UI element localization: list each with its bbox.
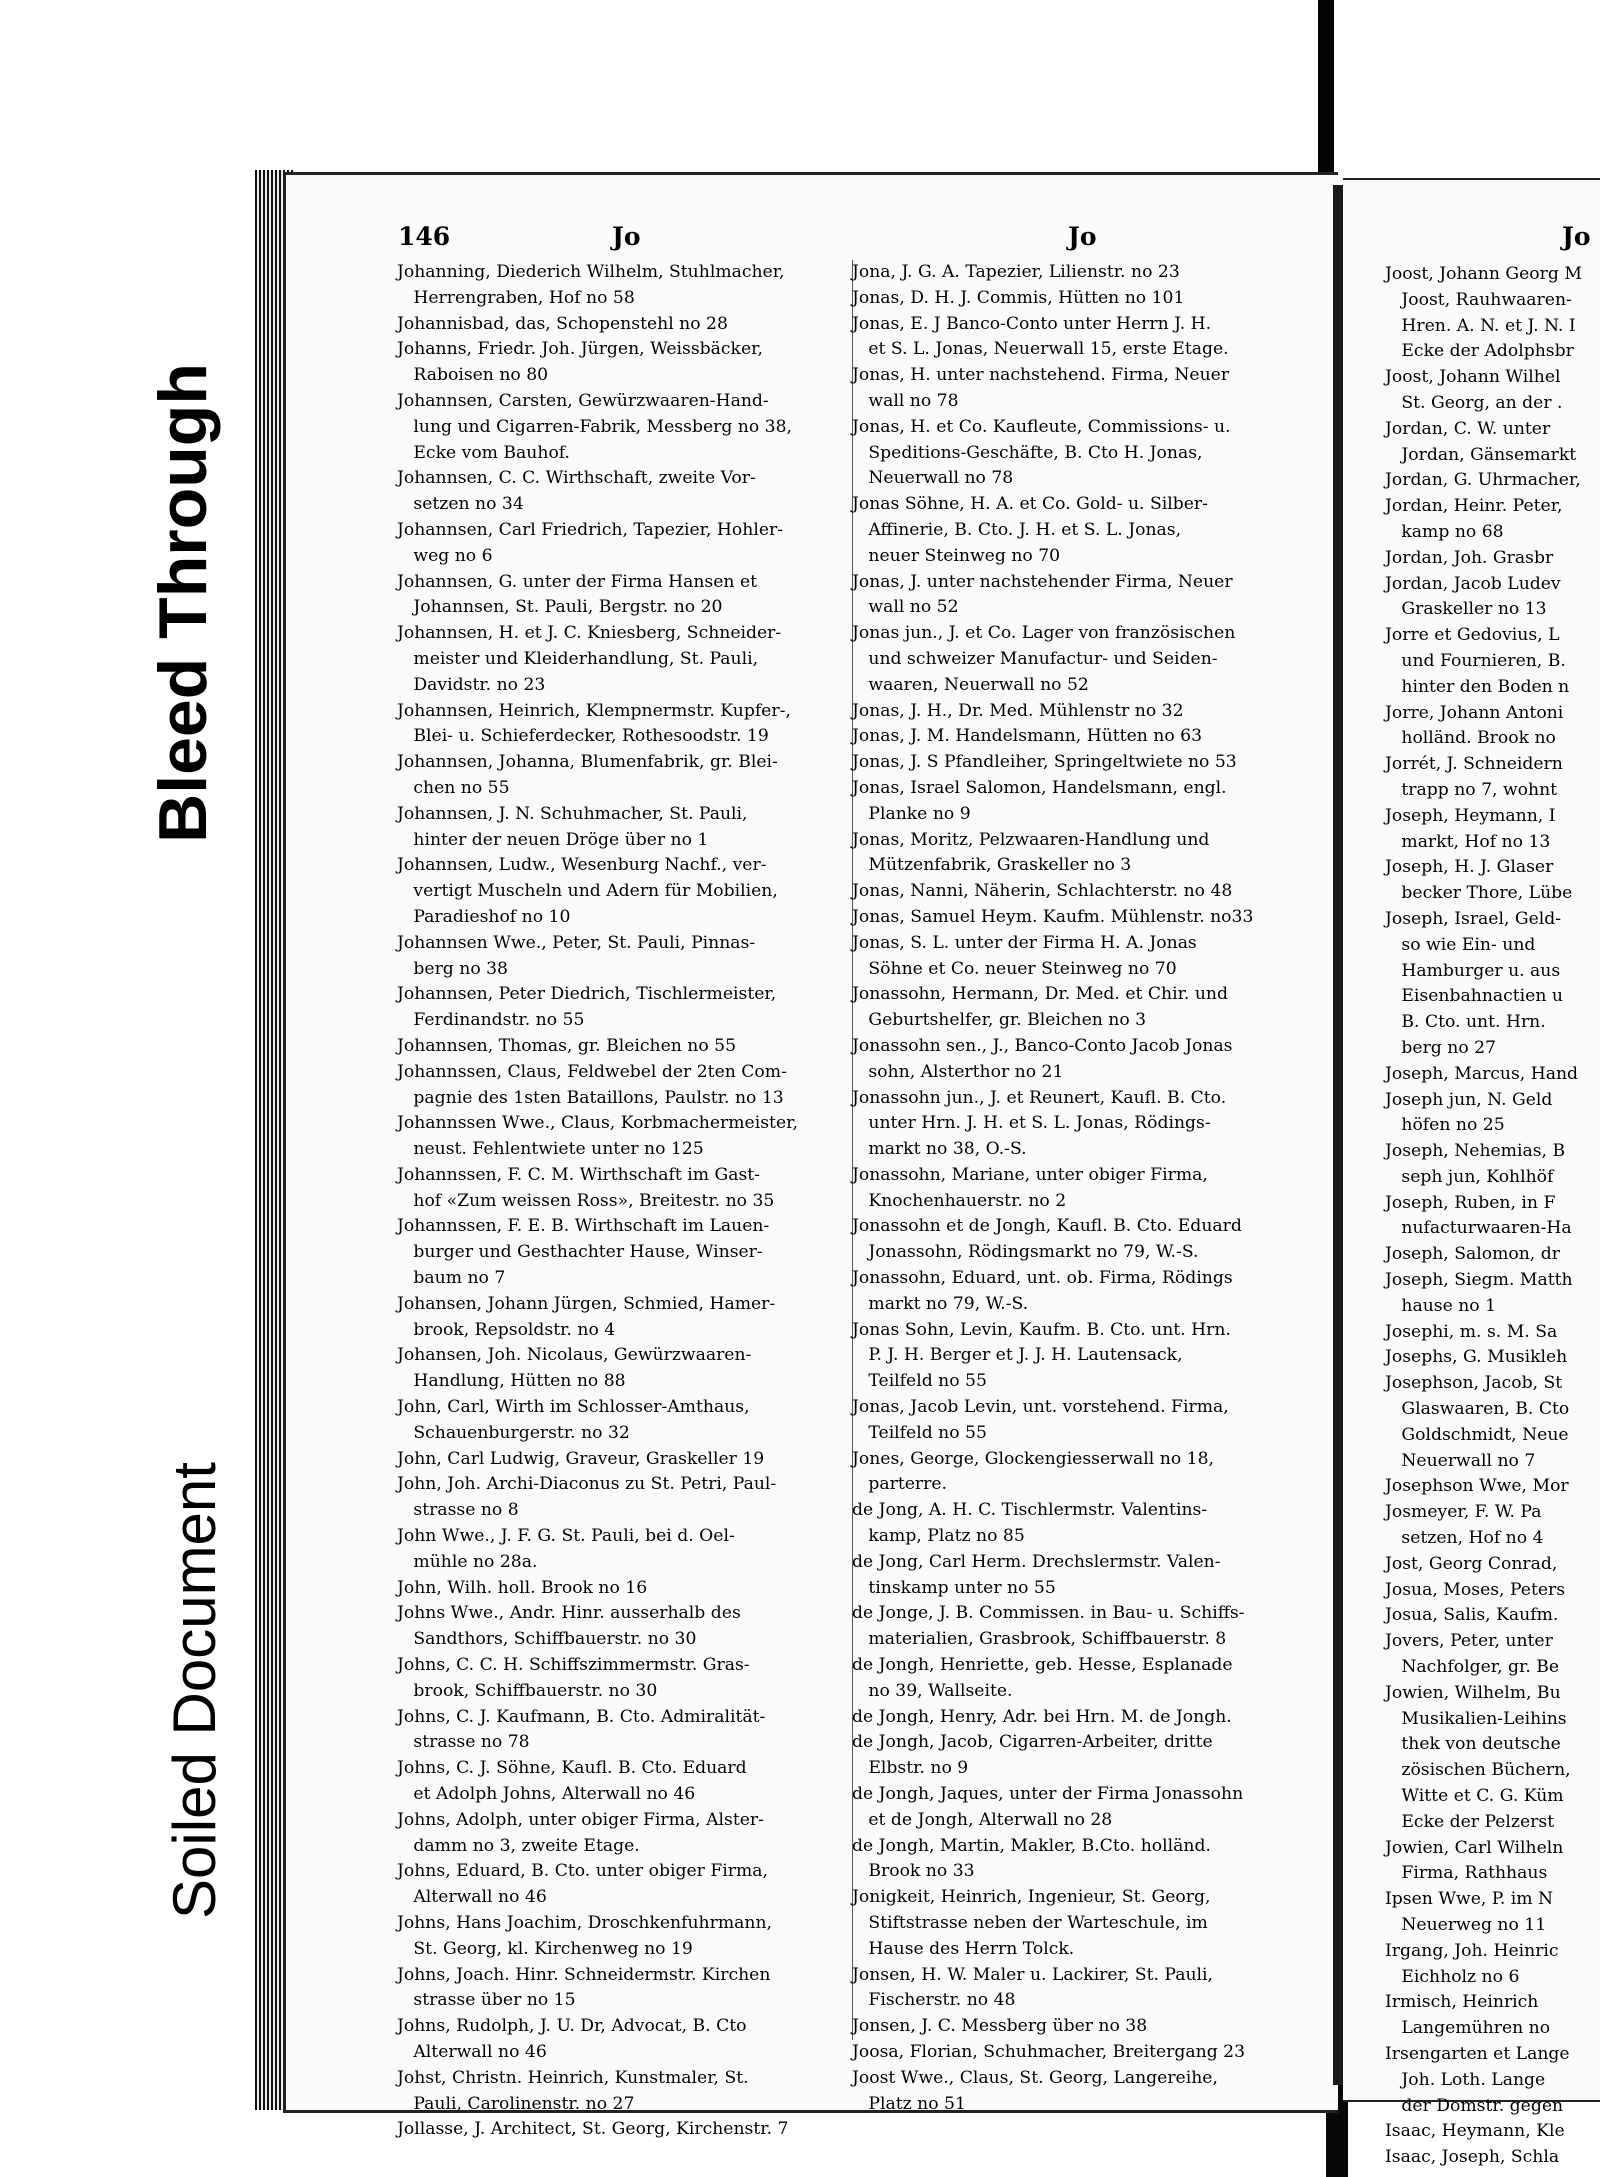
soiled-document-stamp: Soiled Document: [150, 1380, 238, 2000]
directory-line: Isaac, Joseph, Schla: [1385, 2147, 1560, 2168]
directory-line: Joseph, Marcus, Hand: [1385, 1063, 1579, 1084]
directory-line: neust. Fehlentwiete unter no 125: [397, 1139, 704, 1160]
directory-line: no 39, Wallseite.: [852, 1680, 1013, 1701]
directory-line: Johansen, Johann Jürgen, Schmied, Hamer-: [397, 1293, 776, 1314]
directory-line: Raboisen no 80: [397, 365, 549, 386]
directory-line: hause no 1: [1385, 1295, 1497, 1316]
directory-line: höfen no 25: [1385, 1115, 1505, 1136]
directory-line: Johannssen, F. E. B. Wirthschaft im Lauen-: [397, 1216, 770, 1237]
directory-line: Hause des Herrn Tolck.: [852, 1938, 1075, 1959]
directory-line: chen no 55: [397, 777, 510, 798]
directory-line: Jonas, E. J Banco-Conto unter Herrn J. H.: [852, 313, 1212, 334]
directory-line: Jonas, S. L. unter der Firma H. A. Jonas: [852, 932, 1197, 953]
directory-line: der Domstr. gegen: [1385, 2095, 1564, 2116]
directory-line: Johannsen, St. Pauli, Bergstr. no 20: [397, 597, 723, 618]
directory-line: Jona, J. G. A. Tapezier, Lilienstr. no 23: [852, 262, 1180, 282]
directory-line: de Jong, Carl Herm. Drechslermstr. Valen-: [852, 1551, 1221, 1572]
directory-line: Jonas, Moritz, Pelzwaaren-Handlung und: [852, 829, 1210, 850]
directory-line: so wie Ein- und: [1385, 934, 1536, 955]
directory-line: John, Carl Ludwig, Graveur, Graskeller 19: [397, 1448, 765, 1469]
directory-line: vertigt Muscheln und Adern für Mobilien,: [397, 881, 778, 902]
directory-line: et Adolph Johns, Alterwall no 46: [397, 1784, 696, 1805]
directory-line: Johns, C. J. Kaufmann, B. Cto. Admiralität-: [397, 1706, 766, 1727]
directory-line: setzen, Hof no 4: [1385, 1528, 1544, 1549]
running-head-left: Jo: [612, 222, 641, 251]
directory-line: John, Carl, Wirth im Schlosser-Amthaus,: [397, 1397, 750, 1418]
directory-line: Jonassohn jun., J. et Reunert, Kaufl. B. Cto.: [852, 1087, 1227, 1108]
directory-line: Johns, Rudolph, J. U. Dr, Advocat, B. Cto: [397, 2016, 747, 2037]
directory-line: Johannssen, Claus, Feldwebel der 2ten Com-: [397, 1061, 787, 1082]
directory-line: Irgang, Joh. Heinric: [1385, 1940, 1559, 1961]
directory-line: Johansen, Joh. Nicolaus, Gewürzwaaren-: [397, 1345, 752, 1366]
directory-line: damm no 3, zweite Etage.: [397, 1835, 640, 1856]
directory-line: John Wwe., J. F. G. St. Pauli, bei d. Oel-: [397, 1526, 735, 1547]
running-head-mid: Jo: [1068, 222, 1097, 251]
directory-line: Handlung, Hütten no 88: [397, 1371, 626, 1392]
directory-line: Jones, George, Glockengiesserwall no 18,: [852, 1448, 1214, 1469]
directory-line: St. Georg, kl. Kirchenweg no 19: [397, 1938, 693, 1959]
directory-line: B. Cto. unt. Hrn.: [1385, 1012, 1546, 1033]
left-column-entries: [397, 260, 798, 2143]
directory-line: Joseph, Siegm. Matth: [1385, 1270, 1573, 1291]
directory-line: trapp no 7, wohnt: [1385, 779, 1558, 800]
directory-line: de Jongh, Henry, Adr. bei Hrn. M. de Jongh.: [852, 1706, 1232, 1727]
directory-line: Eichholz no 6: [1385, 1966, 1520, 1987]
directory-line: Herrengraben, Hof no 58: [397, 287, 635, 308]
directory-line: John, Joh. Archi-Diaconus zu St. Petri, Paul-: [397, 1474, 777, 1495]
directory-line: becker Thore, Lübe: [1385, 883, 1573, 904]
directory-line: Ecke der Adolphsbr: [1385, 341, 1574, 362]
directory-line: Witte et C. G. Küm: [1385, 1786, 1564, 1807]
directory-line: Joost Wwe., Claus, St. Georg, Langereihe,: [852, 2067, 1218, 2088]
directory-line: de Jongh, Martin, Makler, B.Cto. holländ.: [852, 1835, 1211, 1856]
directory-line: Neuerwall no 7: [1385, 1450, 1536, 1471]
directory-line: kamp, Platz no 85: [852, 1526, 1025, 1547]
directory-line: Jost, Georg Conrad,: [1385, 1553, 1558, 1574]
directory-line: Johannsen, G. unter der Firma Hansen et: [397, 571, 758, 592]
directory-line: strasse no 8: [397, 1500, 519, 1521]
running-head-right: Jo: [1562, 222, 1591, 251]
directory-line: Jonas, J. S Pfandleiher, Springeltwiete no 53: [852, 752, 1237, 773]
page-number: 146: [398, 222, 451, 251]
directory-line: berg no 38: [397, 958, 508, 979]
directory-line: Josmeyer, F. W. Pa: [1385, 1502, 1542, 1523]
directory-line: hof «Zum weissen Ross», Breitestr. no 35: [397, 1190, 775, 1211]
directory-line: Joseph, Nehemias, B: [1385, 1141, 1566, 1162]
directory-line: de Jongh, Jacob, Cigarren-Arbeiter, dritte: [852, 1732, 1213, 1753]
right-column-entries: [852, 260, 1253, 2117]
directory-line: Ecke der Pelzerst: [1385, 1811, 1555, 1832]
directory-line: Johns, Adolph, unter obiger Firma, Alster-: [397, 1809, 764, 1830]
directory-line: neuer Steinweg no 70: [852, 545, 1061, 566]
directory-line: thek von deutsche: [1385, 1734, 1561, 1755]
directory-line: Jonassohn, Mariane, unter obiger Firma,: [852, 1164, 1208, 1185]
directory-line: Isaac, Heymann, Kle: [1385, 2121, 1565, 2142]
directory-line: Neuerwall no 78: [852, 468, 1014, 489]
directory-line: pagnie des 1sten Bataillons, Paulstr. no 13: [397, 1087, 784, 1108]
directory-line: Johns, C. C. H. Schiffszimmermstr. Gras-: [397, 1655, 750, 1676]
directory-line: Neuerweg no 11: [1385, 1915, 1547, 1935]
directory-line: Jonassohn, Eduard, unt. ob. Firma, Rödings: [852, 1268, 1233, 1289]
directory-line: Johannisbad, das, Schopenstehl no 28: [397, 313, 728, 334]
book-spine: [1333, 185, 1343, 2085]
directory-line: Jorre et Gedovius, L: [1385, 625, 1560, 646]
directory-line: Irsengarten et Lange: [1385, 2043, 1570, 2064]
directory-line: P. J. H. Berger et J. J. H. Lautensack,: [852, 1345, 1183, 1366]
directory-line: mühle no 28a.: [397, 1551, 538, 1572]
directory-line: de Jong, A. H. C. Tischlermstr. Valentins-: [852, 1500, 1208, 1521]
directory-line: Johns, Hans Joachim, Droschkenfuhrmann,: [397, 1913, 772, 1933]
directory-line: Platz no 51: [852, 2093, 966, 2114]
directory-line: sohn, Alsterthor no 21: [852, 1061, 1064, 1082]
directory-line: zösischen Büchern,: [1385, 1760, 1571, 1781]
directory-line: Johns, Eduard, B. Cto. unter obiger Firma,: [397, 1861, 768, 1882]
directory-line: Langemühren no: [1385, 2018, 1551, 2039]
directory-line: Eisenbahnactien u: [1385, 986, 1563, 1007]
directory-line: Jonassohn, Hermann, Dr. Med. et Chir. und: [852, 984, 1228, 1005]
directory-line: baum no 7: [397, 1268, 506, 1289]
directory-line: Fischerstr. no 48: [852, 1990, 1016, 2011]
directory-line: Johannsen Wwe., Peter, St. Pauli, Pinnas-: [397, 932, 756, 953]
directory-line: Blei- u. Schieferdecker, Rothesoodstr. 19: [397, 726, 769, 747]
directory-line: holländ. Brook no: [1385, 728, 1556, 749]
bleed-through-stamp: Bleed Through: [118, 303, 248, 903]
directory-line: Johannsen, H. et J. C. Kniesberg, Schneider-: [397, 623, 782, 644]
directory-line: Johannsen, J. N. Schuhmacher, St. Pauli,: [397, 803, 748, 824]
directory-line: Jonsen, J. C. Messberg über no 38: [852, 2016, 1148, 2037]
directory-line: Josephi, m. s. M. Sa: [1385, 1321, 1558, 1342]
directory-line: setzen no 34: [397, 494, 524, 515]
directory-line: Johannsen, Peter Diedrich, Tischlermeister,: [397, 984, 777, 1005]
directory-line: Geburtshelfer, gr. Bleichen no 3: [852, 1010, 1147, 1031]
directory-line: Firma, Rathhaus: [1385, 1863, 1548, 1884]
directory-line: burger und Gesthachter Hause, Winser-: [397, 1242, 763, 1263]
directory-line: Jonsen, H. W. Maler u. Lackirer, St. Pauli,: [852, 1964, 1214, 1985]
directory-line: Alterwall no 46: [397, 2041, 547, 2062]
directory-line: Josephs, G. Musikleh: [1385, 1347, 1568, 1368]
directory-line: Joseph, Heymann, I: [1385, 805, 1556, 826]
directory-line: Mützenfabrik, Graskeller no 3: [852, 855, 1132, 876]
directory-line: Irmisch, Heinrich: [1385, 1992, 1539, 2013]
directory-line: Joseph, Salomon, dr: [1385, 1244, 1560, 1265]
directory-line: Planke no 9: [852, 803, 971, 824]
directory-line: Josephson, Jacob, St: [1385, 1373, 1563, 1394]
directory-line: materialien, Grasbrook, Schiffbauerstr. 8: [852, 1629, 1227, 1650]
directory-line: Jonas, J. unter nachstehender Firma, Neuer: [852, 571, 1233, 592]
directory-line: berg no 27: [1385, 1037, 1496, 1058]
directory-line: Jonas jun., J. et Co. Lager von französischen: [852, 623, 1236, 644]
directory-line: Davidstr. no 23: [397, 674, 546, 695]
directory-line: Johannsen, Heinrich, Klempnermstr. Kupfer-,: [397, 700, 791, 721]
directory-line: Jorre, Johann Antoni: [1385, 702, 1564, 723]
directory-line: lung und Cigarren-Fabrik, Messberg no 38,: [397, 416, 793, 437]
directory-line: Jonas, Israel Salomon, Handelsmann, engl.: [852, 777, 1227, 798]
directory-line: Jonas, Samuel Heym. Kaufm. Mühlenstr. no33: [852, 906, 1254, 927]
directory-line: Jordan, Heinr. Peter,: [1385, 496, 1563, 517]
directory-line: hinter der neuen Dröge über no 1: [397, 829, 709, 850]
directory-line: Jonas, H. et Co. Kaufleute, Commissions- u.: [852, 416, 1231, 437]
directory-line: Johns, C. J. Söhne, Kaufl. B. Cto. Eduard: [397, 1758, 747, 1779]
directory-line: Pauli, Carolinenstr. no 27: [397, 2093, 635, 2114]
directory-line: Sandthors, Schiffbauerstr. no 30: [397, 1629, 697, 1650]
directory-line: Joost, Johann Georg M: [1385, 264, 1582, 284]
directory-line: unter Hrn. J. H. et S. L. Jonas, Rödings-: [852, 1113, 1211, 1134]
directory-line: Joost, Johann Wilhel: [1385, 367, 1561, 388]
directory-line: Speditions-Geschäfte, B. Cto H. Jonas,: [852, 442, 1203, 463]
directory-line: Joh. Loth. Lange: [1385, 2069, 1546, 2090]
directory-line: Johannssen, F. C. M. Wirthschaft im Gast-: [397, 1164, 760, 1185]
directory-line: Jordan, Jacob Ludev: [1385, 573, 1561, 594]
directory-line: Jonas Sohn, Levin, Kaufm. B. Cto. unt. Hrn.: [852, 1319, 1231, 1340]
directory-line: Jowien, Wilhelm, Bu: [1385, 1682, 1561, 1703]
directory-line: Goldschmidt, Neue: [1385, 1424, 1569, 1445]
directory-line: Ipsen Wwe, P. im N: [1385, 1889, 1554, 1910]
directory-line: Johst, Christn. Heinrich, Kunstmaler, St.: [397, 2067, 749, 2088]
directory-line: Glaswaaren, B. Cto: [1385, 1399, 1570, 1420]
directory-line: Ferdinandstr. no 55: [397, 1010, 585, 1031]
directory-line: Johns, Joach. Hinr. Schneidermstr. Kirchen: [397, 1964, 771, 1985]
directory-line: Jordan, Joh. Grasbr: [1385, 547, 1554, 568]
binding-strip-top: [1318, 0, 1334, 196]
directory-line: et de Jongh, Alterwall no 28: [852, 1809, 1113, 1830]
directory-line: Jowien, Carl Wilheln: [1385, 1837, 1564, 1858]
directory-line: Joseph, Israel, Geld-: [1385, 908, 1562, 929]
directory-line: Stiftstrasse neben der Warteschule, im: [852, 1913, 1208, 1933]
directory-line: brook, Repsoldstr. no 4: [397, 1319, 616, 1340]
directory-line: Jonas, J. M. Handelsmann, Hütten no 63: [852, 726, 1203, 747]
directory-line: Jonas, D. H. J. Commis, Hütten no 101: [852, 287, 1185, 308]
directory-line: Musikalien-Leihins: [1385, 1708, 1567, 1729]
directory-line: Schauenburgerstr. no 32: [397, 1422, 630, 1443]
directory-line: Johanns, Friedr. Joh. Jürgen, Weissbäcker,: [397, 339, 763, 360]
directory-line: Jordan, C. W. unter: [1385, 418, 1551, 439]
directory-line: brook, Schiffbauerstr. no 30: [397, 1680, 658, 1701]
directory-line: Jordan, G. Uhrmacher,: [1385, 470, 1581, 491]
directory-line: Jordan, Gänsemarkt: [1385, 444, 1577, 465]
directory-line: meister und Kleiderhandlung, St. Pauli,: [397, 648, 759, 669]
directory-line: Johannsen, C. C. Wirthschaft, zweite Vor-: [397, 468, 756, 489]
directory-line: Jonassohn et de Jongh, Kaufl. B. Cto. Eduard: [852, 1216, 1242, 1237]
directory-line: et S. L. Jonas, Neuerwall 15, erste Etage.: [852, 339, 1229, 360]
directory-line: Joseph, Ruben, in F: [1385, 1192, 1556, 1213]
directory-line: de Jongh, Jaques, unter der Firma Jonassohn: [852, 1784, 1244, 1805]
directory-line: Söhne et Co. neuer Steinweg no 70: [852, 958, 1177, 979]
directory-line: Graskeller no 13: [1385, 599, 1547, 620]
directory-line: strasse über no 15: [397, 1990, 576, 2011]
directory-line: Joost, Rauhwaaren-: [1385, 289, 1572, 310]
directory-line: Jollasse, J. Architect, St. Georg, Kirchenstr. 7: [397, 2119, 789, 2140]
directory-line: Jovers, Peter, unter: [1385, 1631, 1553, 1652]
directory-line: Jorrét, J. Schneidern: [1385, 754, 1563, 775]
directory-line: Hren. A. N. et J. N. I: [1385, 315, 1576, 336]
directory-line: Hamburger u. aus: [1385, 960, 1561, 981]
directory-line: Affinerie, B. Cto. J. H. et S. L. Jonas,: [852, 519, 1182, 540]
directory-line: wall no 52: [852, 597, 959, 618]
directory-line: hinter den Boden n: [1385, 676, 1570, 697]
directory-line: Johannsen, Carl Friedrich, Tapezier, Hohler-: [397, 519, 784, 540]
directory-line: Brook no 33: [852, 1861, 975, 1882]
directory-line: seph jun, Kohlhöf: [1385, 1166, 1554, 1187]
directory-line: tinskamp unter no 55: [852, 1577, 1056, 1598]
directory-line: und schweizer Manufactur- und Seiden-: [852, 648, 1218, 669]
directory-line: Elbstr. no 9: [852, 1758, 969, 1779]
directory-line: Jonas Söhne, H. A. et Co. Gold- u. Silber-: [852, 494, 1208, 515]
directory-line: Josua, Salis, Kaufm.: [1385, 1605, 1559, 1626]
directory-line: waaren, Neuerwall no 52: [852, 674, 1089, 695]
directory-line: kamp no 68: [1385, 521, 1504, 542]
directory-line: markt no 38, O.-S.: [852, 1139, 1027, 1160]
directory-line: Jonassohn, Rödingsmarkt no 79, W.-S.: [852, 1242, 1199, 1263]
directory-line: weg no 6: [397, 545, 493, 566]
directory-line: Jonas, J. H., Dr. Med. Mühlenstr no 32: [852, 700, 1184, 721]
directory-line: de Jongh, Henriette, geb. Hesse, Esplanade: [852, 1655, 1233, 1676]
directory-line: John, Wilh. holl. Brook no 16: [397, 1577, 648, 1598]
directory-line: Josua, Moses, Peters: [1385, 1579, 1566, 1600]
directory-line: Johannssen Wwe., Claus, Korbmachermeister,: [397, 1113, 798, 1134]
directory-line: Jonigkeit, Heinrich, Ingenieur, St. Georg,: [852, 1887, 1211, 1908]
directory-line: wall no 78: [852, 390, 959, 411]
directory-line: Johanning, Diederich Wilhelm, Stuhlmacher,: [397, 262, 785, 282]
directory-line: markt no 79, W.-S.: [852, 1293, 1029, 1314]
directory-line: Johannsen, Ludw., Wesenburg Nachf., ver-: [397, 855, 767, 876]
directory-line: strasse no 78: [397, 1732, 530, 1753]
directory-line: Teilfeld no 55: [852, 1371, 987, 1392]
directory-line: Alterwall no 46: [397, 1887, 547, 1908]
facing-page-entries: [1385, 262, 1582, 2171]
directory-line: Jonas, Jacob Levin, unt. vorstehend. Firma,: [852, 1397, 1229, 1418]
directory-line: Johns Wwe., Andr. Hinr. ausserhalb des: [397, 1603, 741, 1624]
directory-line: Johannsen, Johanna, Blumenfabrik, gr. Blei-: [397, 752, 778, 773]
directory-line: Josephson Wwe, Mor: [1385, 1476, 1569, 1497]
directory-line: Nachfolger, gr. Be: [1385, 1657, 1560, 1678]
directory-line: Teilfeld no 55: [852, 1422, 987, 1443]
directory-line: parterre.: [852, 1474, 948, 1495]
directory-line: Jonas, H. unter nachstehend. Firma, Neuer: [852, 365, 1230, 386]
directory-line: Jonas, Nanni, Näherin, Schlachterstr. no 48: [852, 881, 1233, 902]
directory-line: de Jonge, J. B. Commissen. in Bau- u. Schiffs-: [852, 1603, 1245, 1624]
directory-line: Ecke vom Bauhof.: [397, 442, 571, 463]
directory-line: Joseph, H. J. Glaser: [1385, 857, 1554, 878]
directory-line: Knochenhauerstr. no 2: [852, 1190, 1067, 1211]
directory-line: Joseph jun, N. Geld: [1385, 1089, 1553, 1110]
directory-line: Johannsen, Thomas, gr. Bleichen no 55: [397, 1035, 737, 1056]
directory-line: Johannsen, Carsten, Gewürzwaaren-Hand-: [397, 390, 769, 411]
directory-line: St. Georg, an der .: [1385, 392, 1563, 413]
directory-line: nufacturwaaren-Ha: [1385, 1218, 1572, 1239]
directory-line: und Fournieren, B.: [1385, 650, 1566, 671]
directory-line: Joosa, Florian, Schuhmacher, Breitergang 23: [852, 2041, 1246, 2062]
directory-line: Paradieshof no 10: [397, 906, 571, 927]
directory-line: Jonassohn sen., J., Banco-Conto Jacob Jonas: [852, 1035, 1233, 1056]
directory-line: markt, Hof no 13: [1385, 831, 1551, 852]
